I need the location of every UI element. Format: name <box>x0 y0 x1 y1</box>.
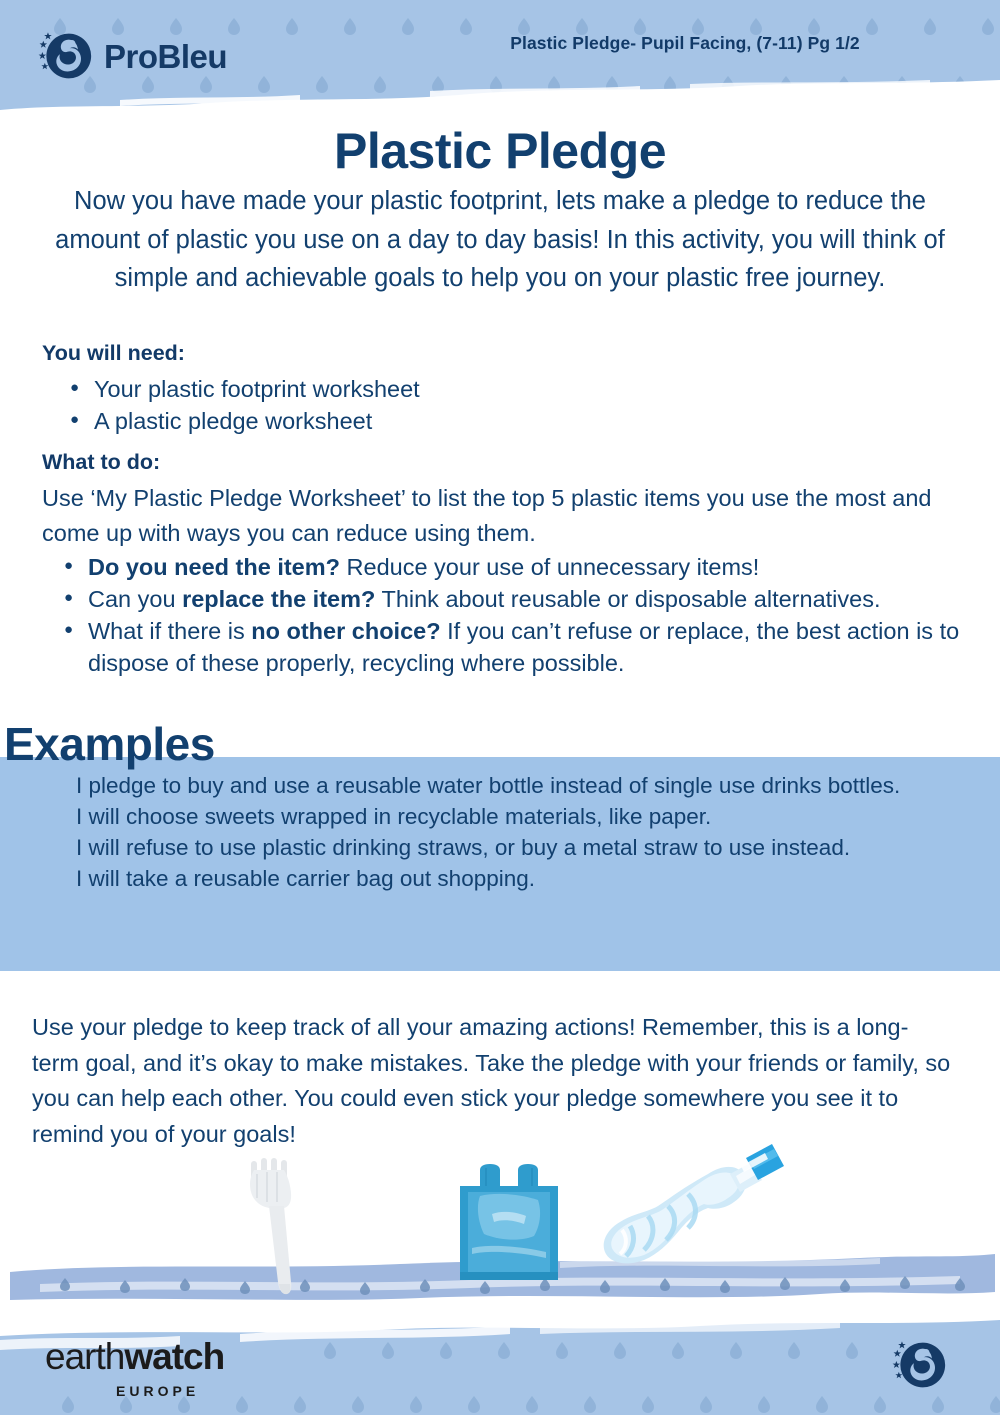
page-title: Plastic Pledge <box>333 123 667 179</box>
plastic-carrier-bag-icon <box>460 1164 558 1280</box>
list-item: I pledge to buy and use a reusable water bottle instead of single use drinks bottles. <box>76 773 901 798</box>
list-item-pre: Can you <box>88 586 183 612</box>
probleu-swirl-logo-icon <box>892 1336 948 1394</box>
list-item <box>62 583 972 615</box>
list-item-lead: no other choice? <box>251 618 441 644</box>
what-to-do-heading: What to do: <box>42 450 161 474</box>
what-to-do-intro: Use ‘My Plastic Pledge Worksheet’ to list the top 5 plastic items you use the most and come up with ways you can reduce using them. <box>42 485 932 546</box>
earthwatch-bold-text: watch <box>124 1336 225 1377</box>
earthwatch-logo <box>45 1338 224 1399</box>
document-title: Plastic Pledge- Pupil Facing, (7-11) Pg 1/2 <box>510 33 860 53</box>
earthwatch-region-label: EUROPE <box>116 1383 200 1399</box>
list-item-lead: replace the item? <box>182 586 376 612</box>
list-item-rest: Reduce your use of unnecessary items! <box>340 554 760 580</box>
brand-name: ProBleu <box>104 37 228 75</box>
probleu-swirl-logo-icon <box>38 28 94 84</box>
earthwatch-light-text: earth <box>45 1336 125 1377</box>
list-item-pre: What if there is <box>88 618 252 644</box>
list-item: ● Your plastic footprint worksheet <box>68 373 768 405</box>
list-item: ● A plastic pledge worksheet <box>68 405 768 437</box>
closing-paragraph: Use your pledge to keep track of all your amazing actions! Remember, this is a long-term goal, and it’s okay to make mistakes. Take the pledge with your friends or family, so you can help each other. You could even stick your pledge somewhere you see it to remind you of your goals! <box>32 1014 951 1147</box>
crushed-plastic-bottle-icon <box>604 1144 784 1263</box>
intro-paragraph: Now you have made your plastic footprint, lets make a pledge to reduce the amount of plastic you use on a day to day basis! In this activity, you will think of simple and achievable goals to help you on your plastic free journey. <box>55 187 945 292</box>
list-item: I will refuse to use plastic drinking straws, or buy a metal straw to use instead. <box>76 835 851 860</box>
list-item-rest: If you can’t refuse or replace, the best action is to dispose of these properly, recycling where possible. <box>88 618 960 676</box>
what-to-do-list <box>62 551 972 679</box>
list-item-rest: Think about reusable or disposable alternatives. <box>375 586 881 612</box>
list-item-lead: Do you need the item? <box>88 554 340 580</box>
plastic-items-illustration <box>0 1140 1000 1320</box>
examples-list <box>76 770 956 894</box>
you-will-need-heading: You will need: <box>42 341 185 365</box>
header-brush-edge <box>0 78 1000 126</box>
probleu-brand <box>38 28 227 84</box>
list-item: I will take a reusable carrier bag out shopping. <box>76 866 536 891</box>
examples-heading: Examples <box>4 718 215 770</box>
page-footer <box>0 1318 1000 1415</box>
list-item: I will choose sweets wrapped in recyclable materials, like paper. <box>76 804 712 829</box>
list-item <box>62 615 972 679</box>
earthwatch-wordmark <box>45 1338 224 1375</box>
page-header <box>0 0 1000 126</box>
you-will-need-list <box>68 373 768 437</box>
list-item <box>62 551 972 583</box>
